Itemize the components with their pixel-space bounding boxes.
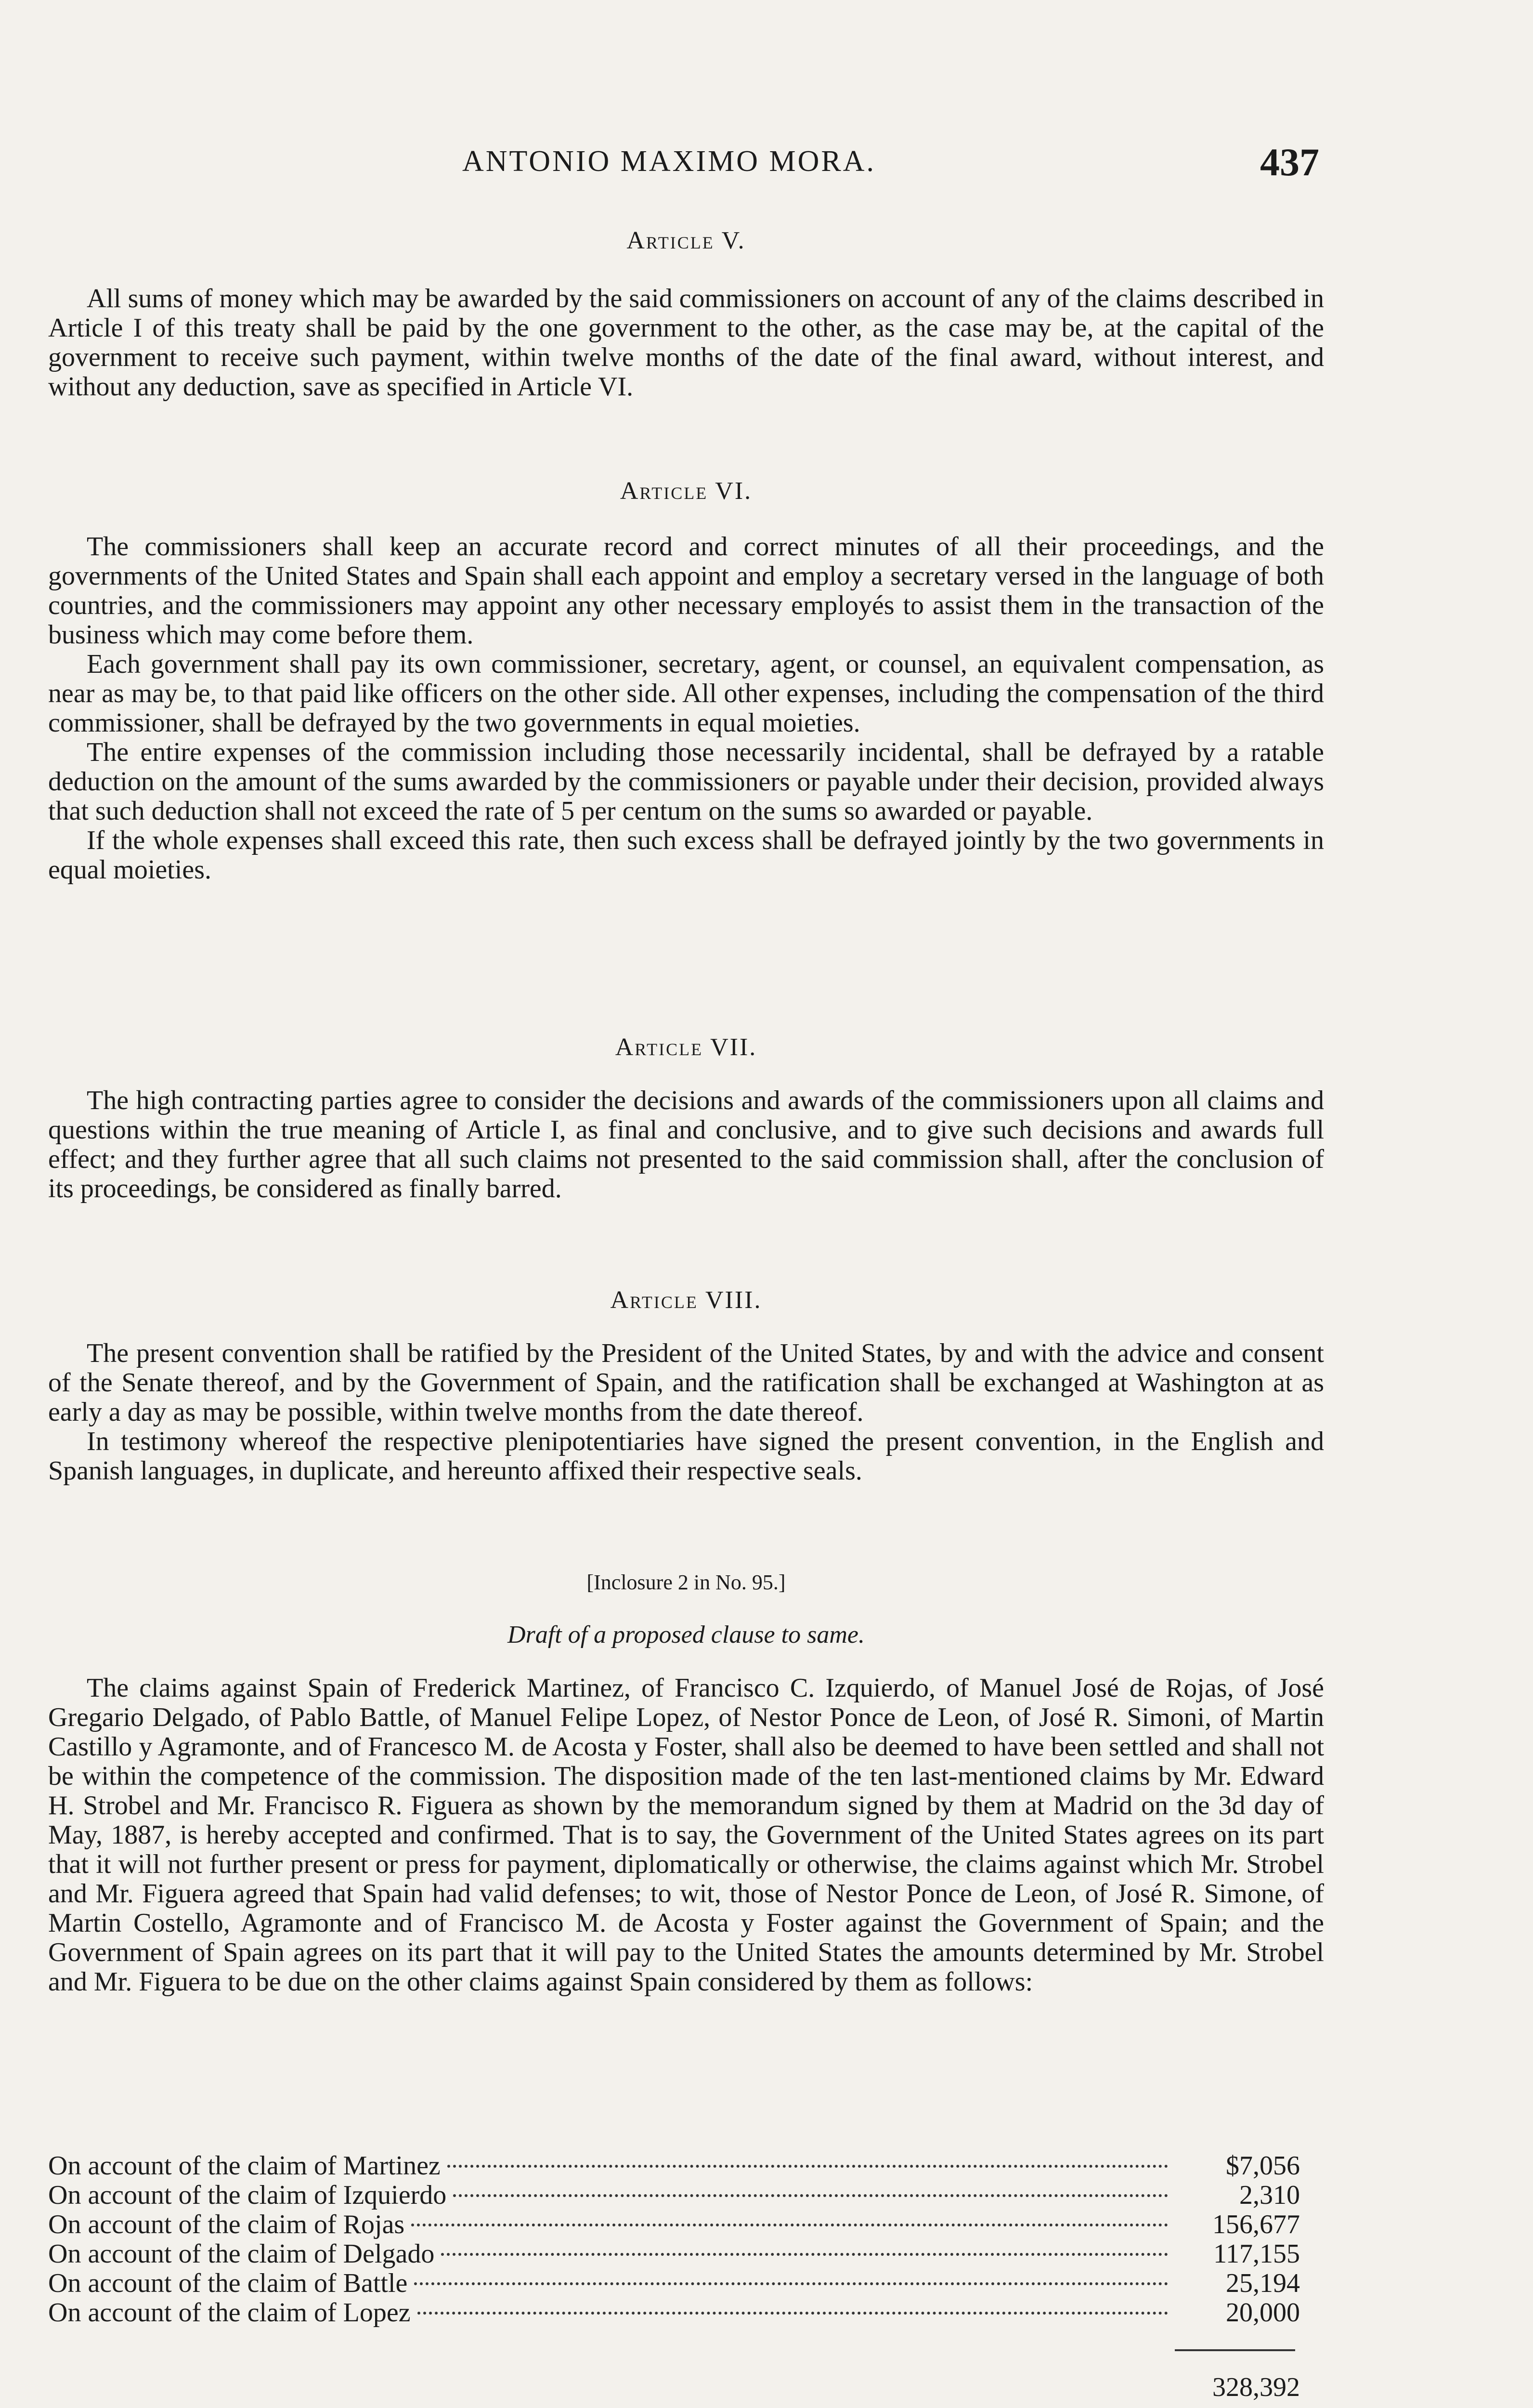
account-row [48, 2150, 1300, 2180]
claims-account-list [48, 2150, 1300, 2327]
draft-title-block [48, 1621, 1324, 1649]
account-label: On account of the claim of Battle [48, 2268, 408, 2298]
article-vii-heading: Article VII. [615, 1034, 757, 1061]
dot-leader [414, 2282, 1168, 2285]
article-v-paragraph: All sums of money which may be awarded by the said commissioners on account of any of the claims described in Article I of this treaty shall be paid by the one government to the other, as the case may be, at the capital of the government to receive such payment, within twelve months of the date of the final award, without interest, and without any deduction, save as specified in Article VI. [48, 284, 1324, 402]
running-title: ANTONIO MAXIMO MORA. [462, 145, 876, 178]
dot-leader [453, 2194, 1168, 2197]
article-viii-body [48, 1339, 1324, 1486]
account-row [48, 2180, 1300, 2209]
account-row [48, 2238, 1300, 2268]
inclosure-note-block [48, 1570, 1324, 1595]
account-amount: 2,310 [1239, 2180, 1300, 2210]
article-vi-heading-block [48, 477, 1324, 505]
draft-paragraph: The claims against Spain of Frederick Martinez, of Francisco C. Izquierdo, of Manuel José de Rojas, of José Gregario Delgado, of Pablo Battle, of Manuel Felipe Lopez, of Nestor Ponce de Leon, of José R. Simoni, of Martin Castillo y Agramonte, and of Francesco M. de Acosta y Foster, shall also be deemed to have been settled and shall not be within the competence of the commission. The disposition made of the ten last-mentioned claims by Mr. Edward H. Strobel and Mr. Francisco R. Figuera as shown by the memorandum signed by them at Madrid on the 3d day of May, 1887, is hereby accepted and confirmed. That is to say, the Government of the United States agrees on its part that it will not further present or press for payment, diplomatically or otherwise, the claims against which Mr. Strobel and Mr. Figuera agreed that Spain had valid defenses; to wit, those of Nestor Ponce de Leon, of José R. Simone, of Martin Costello, Agramonte and of Francisco M. de Acosta y Foster against the Government of Spain; and the Government of Spain agrees on its part that it will pay to the United States the amounts determined by Mr. Strobel and Mr. Figuera to be due on the other claims against Spain considered by them as follows: [48, 1673, 1324, 1997]
account-amount: 156,677 [1212, 2210, 1300, 2239]
article-v-body [48, 284, 1324, 402]
article-vi-body [48, 532, 1324, 885]
draft-body [48, 1674, 1324, 1997]
dot-leader [417, 2312, 1168, 2315]
article-vii-heading-block [48, 1033, 1324, 1061]
account-label: On account of the claim of Izquierdo [48, 2180, 447, 2210]
draft-title: Draft of a proposed clause to same. [507, 1621, 865, 1649]
inclosure-note: [Inclosure 2 in No. 95.] [586, 1570, 786, 1594]
article-viii-heading-block [48, 1286, 1324, 1314]
article-vi-paragraph: If the whole expenses shall exceed this rate, then such excess shall be defrayed jointly by the two governments in equal moieties. [48, 825, 1324, 885]
article-viii-heading: Article VIII. [610, 1286, 762, 1314]
article-v-heading-block [48, 226, 1324, 255]
claims-total: 328,392 [1212, 2372, 1300, 2402]
article-vii-paragraph: The high contracting parties agree to consider the decisions and awards of the commissioners upon all claims and questions within the true meaning of Article I, as final and conclusive, and to give such decisions and awards full effect; and they further agree that all such claims not presented to the said commission shall, after the conclusion of its proceedings, be considered as finally barred. [48, 1086, 1324, 1204]
dot-leader [447, 2165, 1168, 2168]
article-vi-paragraph: Each government shall pay its own commissioner, secretary, agent, or counsel, an equivalent compensation, as near as may be, to that paid like officers on the other side. All other expenses, including the compensation of the third commissioner, shall be defrayed by the two governments in equal moieties. [48, 649, 1324, 738]
article-vii-body [48, 1086, 1324, 1204]
article-v-heading: Article V. [626, 227, 746, 254]
account-label: On account of the claim of Rojas [48, 2210, 405, 2239]
account-row [48, 2209, 1300, 2238]
page-header [462, 140, 1319, 207]
account-amount: $7,056 [1226, 2151, 1300, 2181]
account-label: On account of the claim of Martinez [48, 2151, 441, 2181]
account-amount: 117,155 [1213, 2239, 1300, 2269]
article-viii-paragraph: The present convention shall be ratified by the President of the United States, by and with the advice and consent of the Senate thereof, and by the Government of Spain, and the ratification shall be exchanged at Washington at as early a day as may be possible, within twelve months from the date thereof. [48, 1338, 1324, 1427]
article-vi-heading: Article VI. [620, 477, 753, 505]
account-amount: 25,194 [1226, 2268, 1300, 2298]
account-label: On account of the claim of Lopez [48, 2298, 411, 2328]
total-rule [1175, 2349, 1295, 2351]
account-row [48, 2297, 1300, 2327]
article-vi-paragraph: The entire expenses of the commission including those necessarily incidental, shall be defrayed by a ratable deduction on the amount of the sums awarded by the commissioners or payable under their decision, provided always that such deduction shall not exceed the rate of 5 per centum on the sums so awarded or payable. [48, 737, 1324, 826]
article-viii-paragraph: In testimony whereof the respective plenipotentiaries have signed the present convention, in the English and Spanish languages, in duplicate, and hereunto affixed their respective seals. [48, 1426, 1324, 1486]
account-amount: 20,000 [1226, 2298, 1300, 2328]
account-row [48, 2268, 1300, 2297]
account-label: On account of the claim of Delgado [48, 2239, 435, 2269]
dot-leader [441, 2253, 1168, 2256]
page-number: 437 [1260, 140, 1319, 184]
article-vi-paragraph: The commissioners shall keep an accurate record and correct minutes of all their proceedings, and the governments of the United States and Spain shall each appoint and employ a secretary versed in the language of both countries, and the commissioners may appoint any other necessary employés to assist them in the transaction of the business which may come before them. [48, 532, 1324, 650]
dot-leader [411, 2224, 1168, 2226]
